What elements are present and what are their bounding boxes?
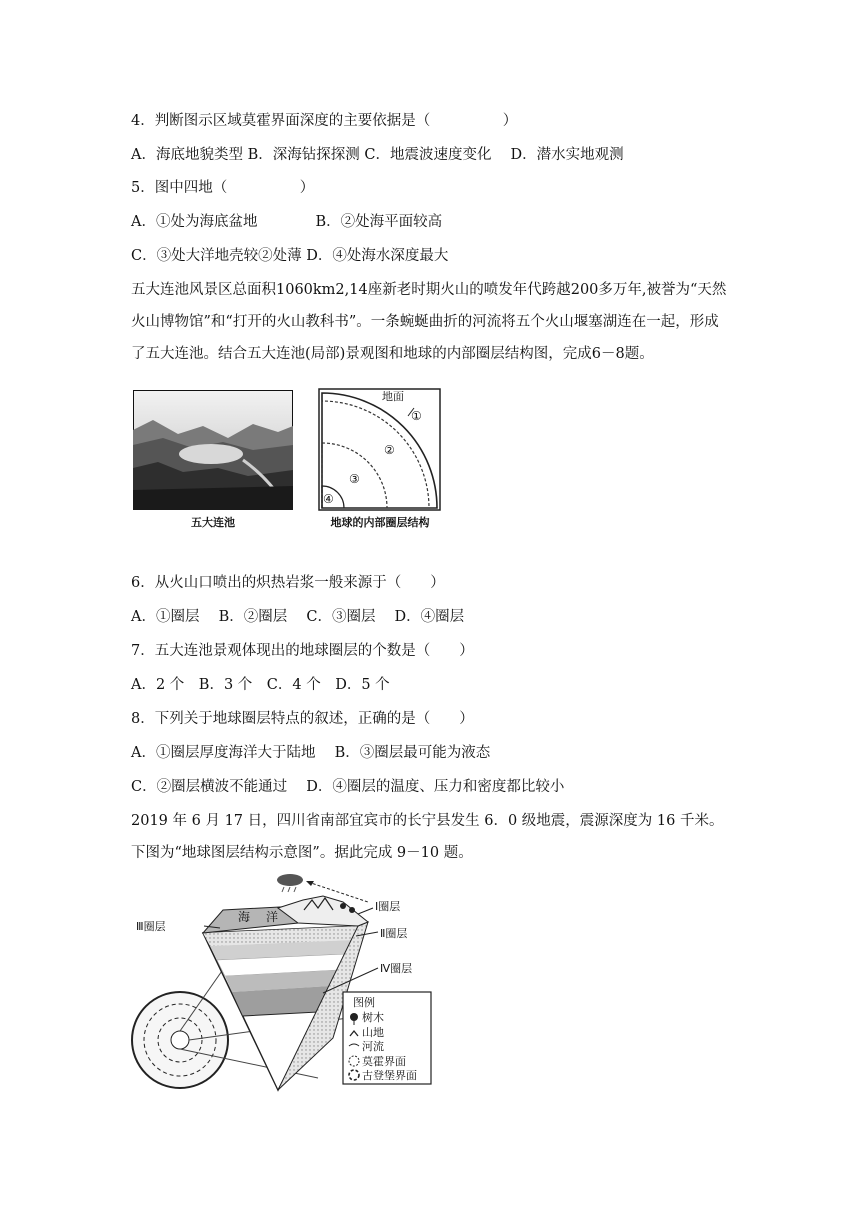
question-5-options-cd: C．③处大洋地壳较②处薄 D．④处海水深度最大	[131, 248, 449, 264]
ocean-label: 海 洋	[238, 910, 281, 924]
surface-label: 地面	[382, 390, 404, 403]
question-8-options-ab: A．①圈层厚度海洋大于陆地 B．③圈层最可能为液态	[131, 745, 491, 761]
layer-IV-label: Ⅳ圈层	[380, 962, 413, 975]
interior-diagram	[318, 388, 443, 513]
layer-label-2: ②	[384, 443, 395, 457]
layer-II-label: Ⅱ圈层	[380, 927, 408, 940]
figure-earth-layers	[128, 868, 438, 1093]
legend-river: 河流	[362, 1040, 384, 1053]
legend-gutenberg: 古登堡界面	[362, 1069, 417, 1082]
layer-label-1: ①	[411, 409, 422, 423]
figure-earth-interior	[318, 388, 443, 530]
photo-caption: 五大连池	[191, 516, 235, 529]
question-7-options: A．2 个 B．3 个 C．4 个 D．5 个	[131, 677, 390, 693]
layer-label-4: ④	[323, 492, 334, 506]
question-6-options: A．①圈层 B．②圈层 C．③圈层 D．④圈层	[131, 609, 465, 625]
question-5: 5．图中四地（ ）	[131, 180, 315, 196]
question-5-options-ab: A．①处为海底盆地 B．②处海平面较高	[131, 214, 443, 230]
question-7: 7．五大连池景观体现出的地球圈层的个数是（ ）	[131, 643, 474, 659]
figure-wudalianchi-photo	[133, 390, 293, 530]
passage-wudalianchi: 五大连池风景区总面积1060km2,14座新老时期火山的喷发年代跨越200多万年,被誉为“天然火山博物馆”和“打开的火山教科书”。一条蜿蜒曲折的河流将五个火山堰塞湖连在一起，形成了五大连池。结合五大连池(局部)景观图和地球的内部圈层结构图，完成6－8题。	[131, 282, 727, 362]
question-8-options-cd: C．②圈层横波不能通过 D．④圈层的温度、压力和密度都比较小	[131, 779, 565, 795]
legend-moho: 莫霍界面	[362, 1055, 406, 1068]
legend-tree: 树木	[362, 1011, 384, 1024]
question-8: 8．下列关于地球圈层特点的叙述，正确的是（ ）	[131, 711, 474, 727]
legend-mountain: 山地	[362, 1026, 384, 1039]
question-4-options: A．海底地貌类型 B．深海钻探探测 C．地震波速度变化 D．潜水实地观测	[131, 147, 624, 163]
layer-label-3: ③	[349, 472, 360, 486]
landscape-photo	[133, 390, 293, 510]
diagram-caption: 地球的内部圈层结构	[330, 516, 430, 529]
layer-III-label: Ⅲ圈层	[136, 920, 166, 933]
question-6: 6．从火山口喷出的炽热岩浆一般来源于（ ）	[131, 575, 445, 591]
question-4: 4．判断图示区域莫霍界面深度的主要依据是（ ）	[131, 113, 518, 129]
layer-I-label: Ⅰ圈层	[375, 900, 401, 913]
legend-title: 图例	[353, 996, 375, 1009]
passage-earthquake: 2019 年 6 月 17 日，四川省南部宜宾市的长宁县发生 6．0 级地震，震源深度为 16 千米。下图为“地球图层结构示意图”。据此完成 9－10 题。	[131, 813, 724, 861]
